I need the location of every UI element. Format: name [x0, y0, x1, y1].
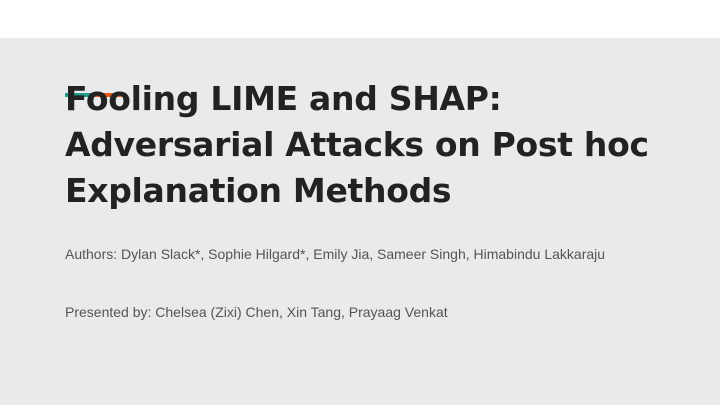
authors-line: Authors: Dylan Slack*, Sophie Hilgard*, Emily Jia, Sameer Singh, Himabindu Lakkaraju [65, 246, 606, 262]
presenters-line: Presented by: Chelsea (Zixi) Chen, Xin Tang, Prayaag Venkat [65, 304, 448, 320]
slide-title: Fooling LIME and SHAP: Adversarial Attacks on Post hoc Explanation Methods [65, 79, 649, 210]
